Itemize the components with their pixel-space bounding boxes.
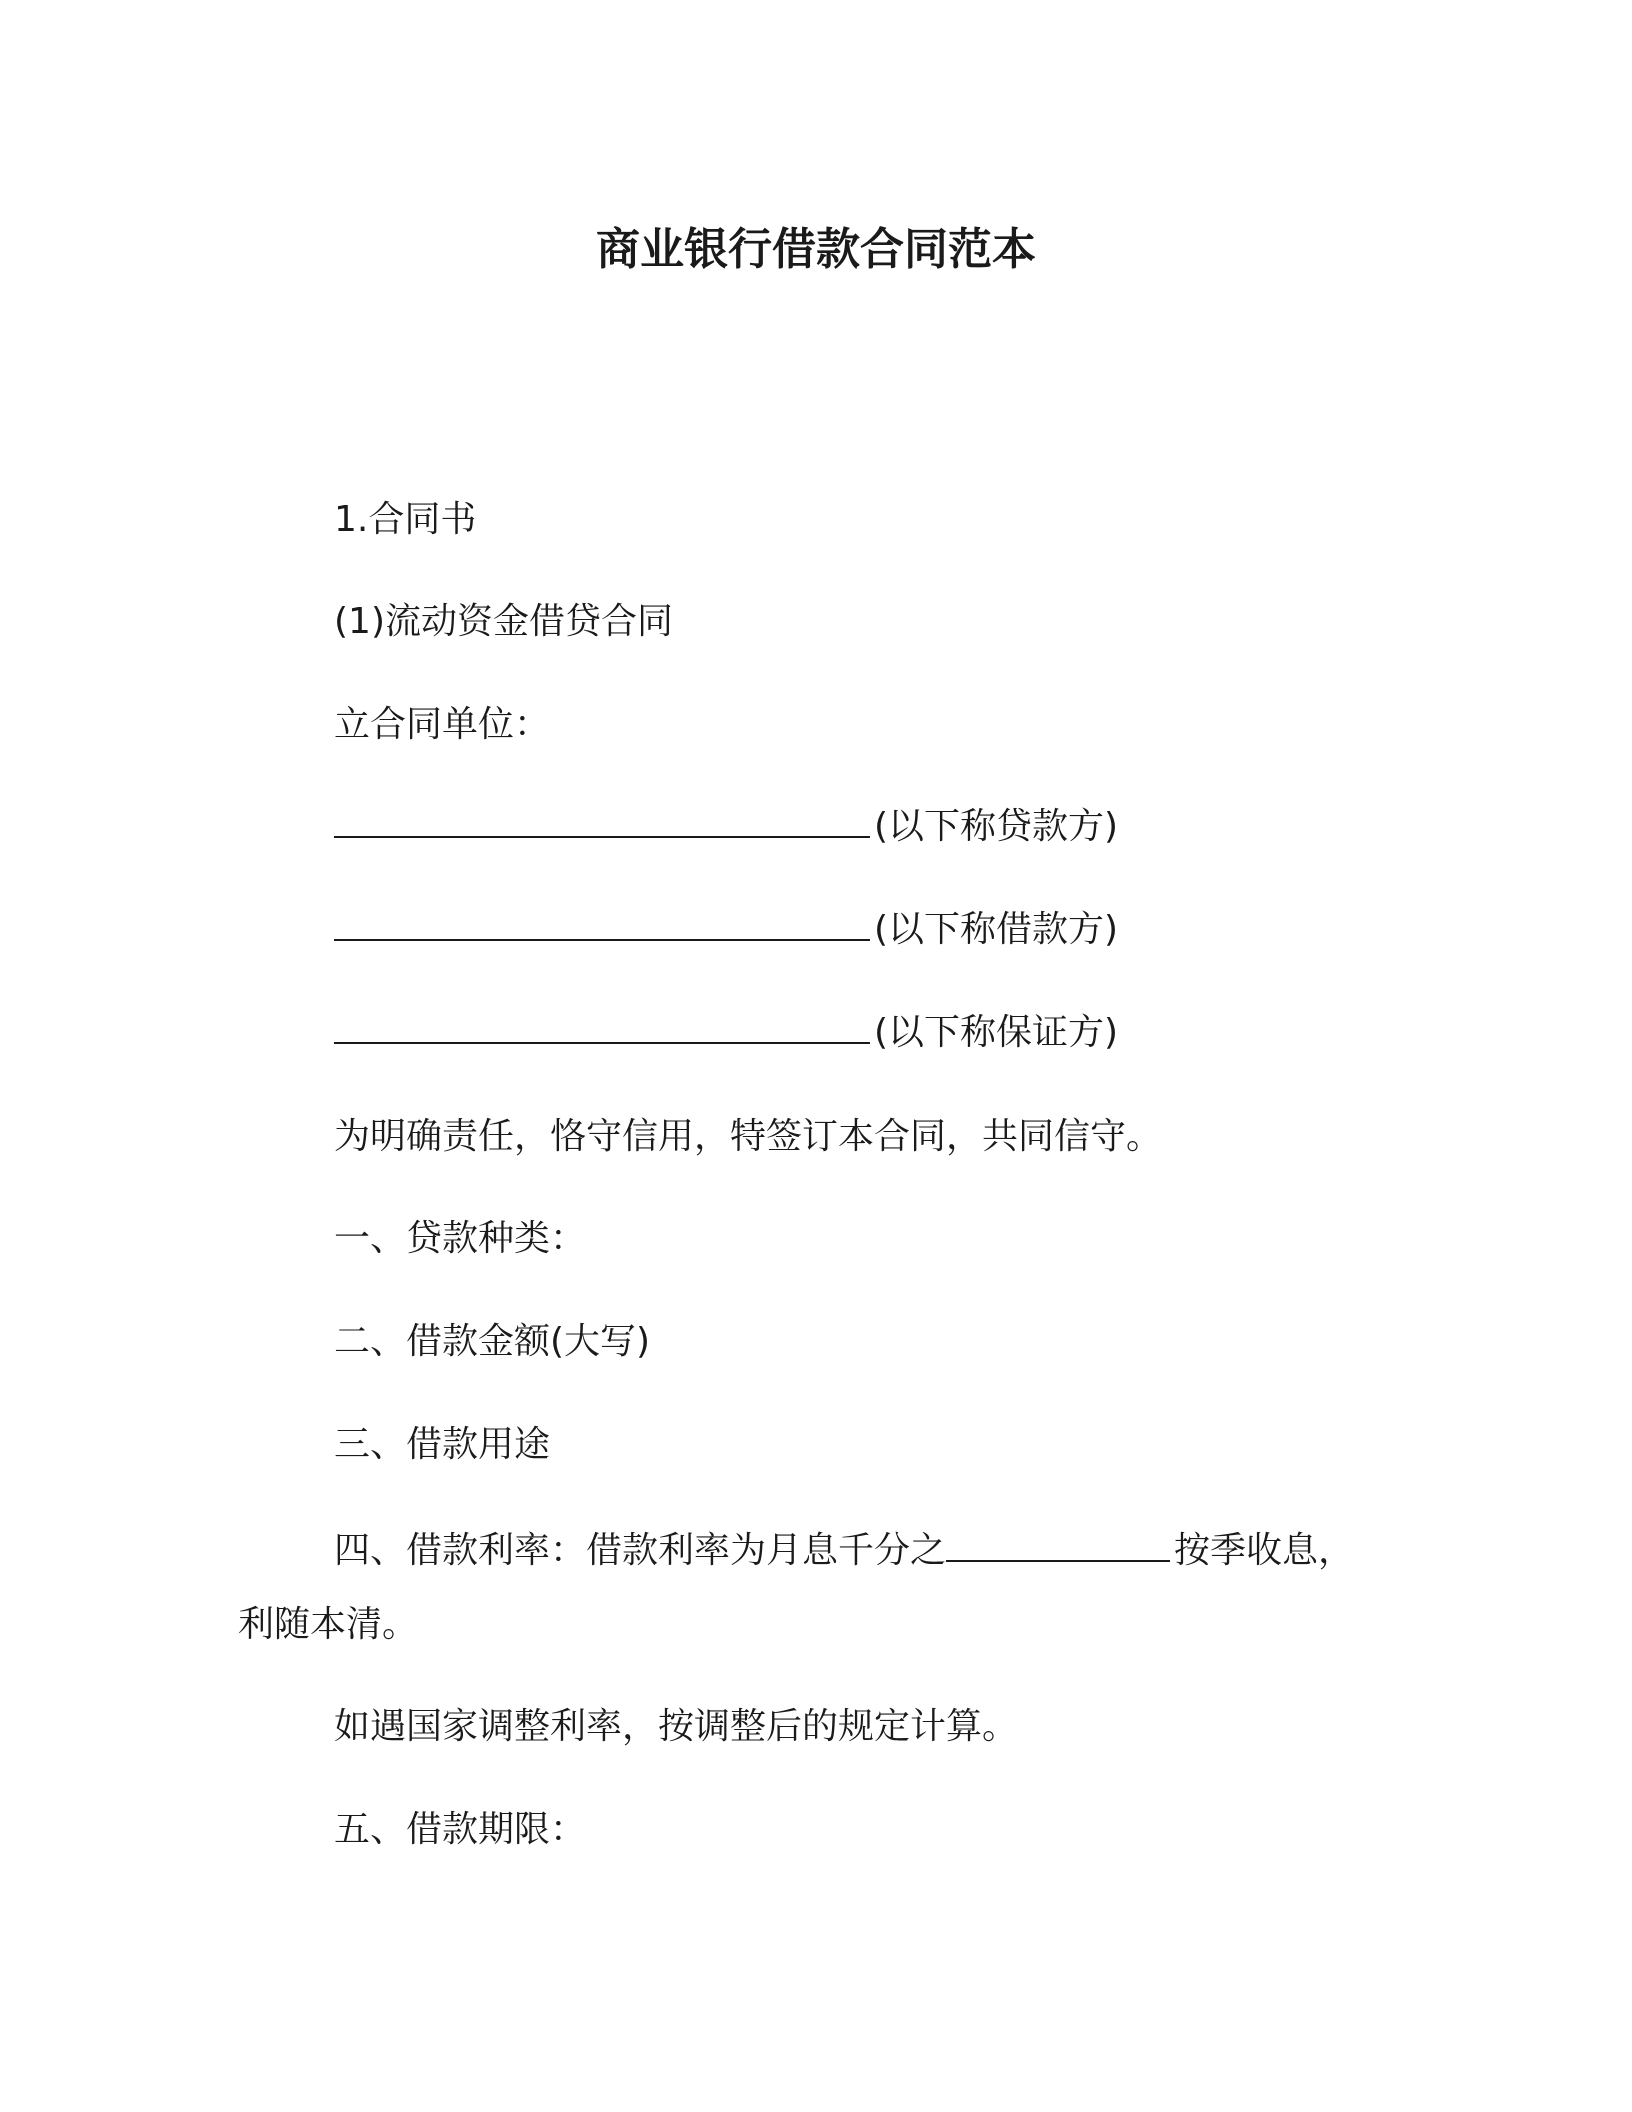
clause-interest-rate [334, 1526, 1354, 1575]
party-lender-suffix: (以下称贷款方) [874, 806, 1119, 847]
section-heading: 1.合同书 [334, 499, 477, 540]
party-lender-line [334, 802, 1118, 851]
lender-blank[interactable] [334, 802, 870, 838]
party-guarantor-suffix: (以下称保证方) [874, 1012, 1119, 1053]
clause-loan-amount: 二、借款金额(大写) [334, 1321, 651, 1362]
preamble: 为明确责任，恪守信用，特签订本合同，共同信守。 [334, 1116, 1163, 1157]
interest-rate-blank[interactable] [946, 1526, 1170, 1562]
clause-loan-purpose: 三、借款用途 [334, 1424, 551, 1465]
party-borrower-line [334, 905, 1118, 954]
guarantor-blank[interactable] [334, 1008, 870, 1044]
clause-interest-continuation: 利随本清。 [238, 1604, 419, 1645]
clause-interest-note: 如遇国家调整利率，按调整后的规定计算。 [334, 1706, 1019, 1747]
document-title: 商业银行借款合同范本 [596, 224, 1036, 275]
clause-interest-suffix: 按季收息， [1174, 1530, 1355, 1571]
party-borrower-suffix: (以下称借款方) [874, 909, 1119, 950]
subsection-heading: (1)流动资金借贷合同 [334, 601, 673, 642]
borrower-blank[interactable] [334, 905, 870, 941]
parties-label: 立合同单位： [334, 704, 551, 745]
party-guarantor-line [334, 1008, 1118, 1057]
clause-loan-type: 一、贷款种类： [334, 1218, 587, 1259]
clause-interest-prefix: 四、借款利率：借款利率为月息千分之 [334, 1530, 947, 1571]
clause-loan-term: 五、借款期限： [334, 1809, 587, 1850]
